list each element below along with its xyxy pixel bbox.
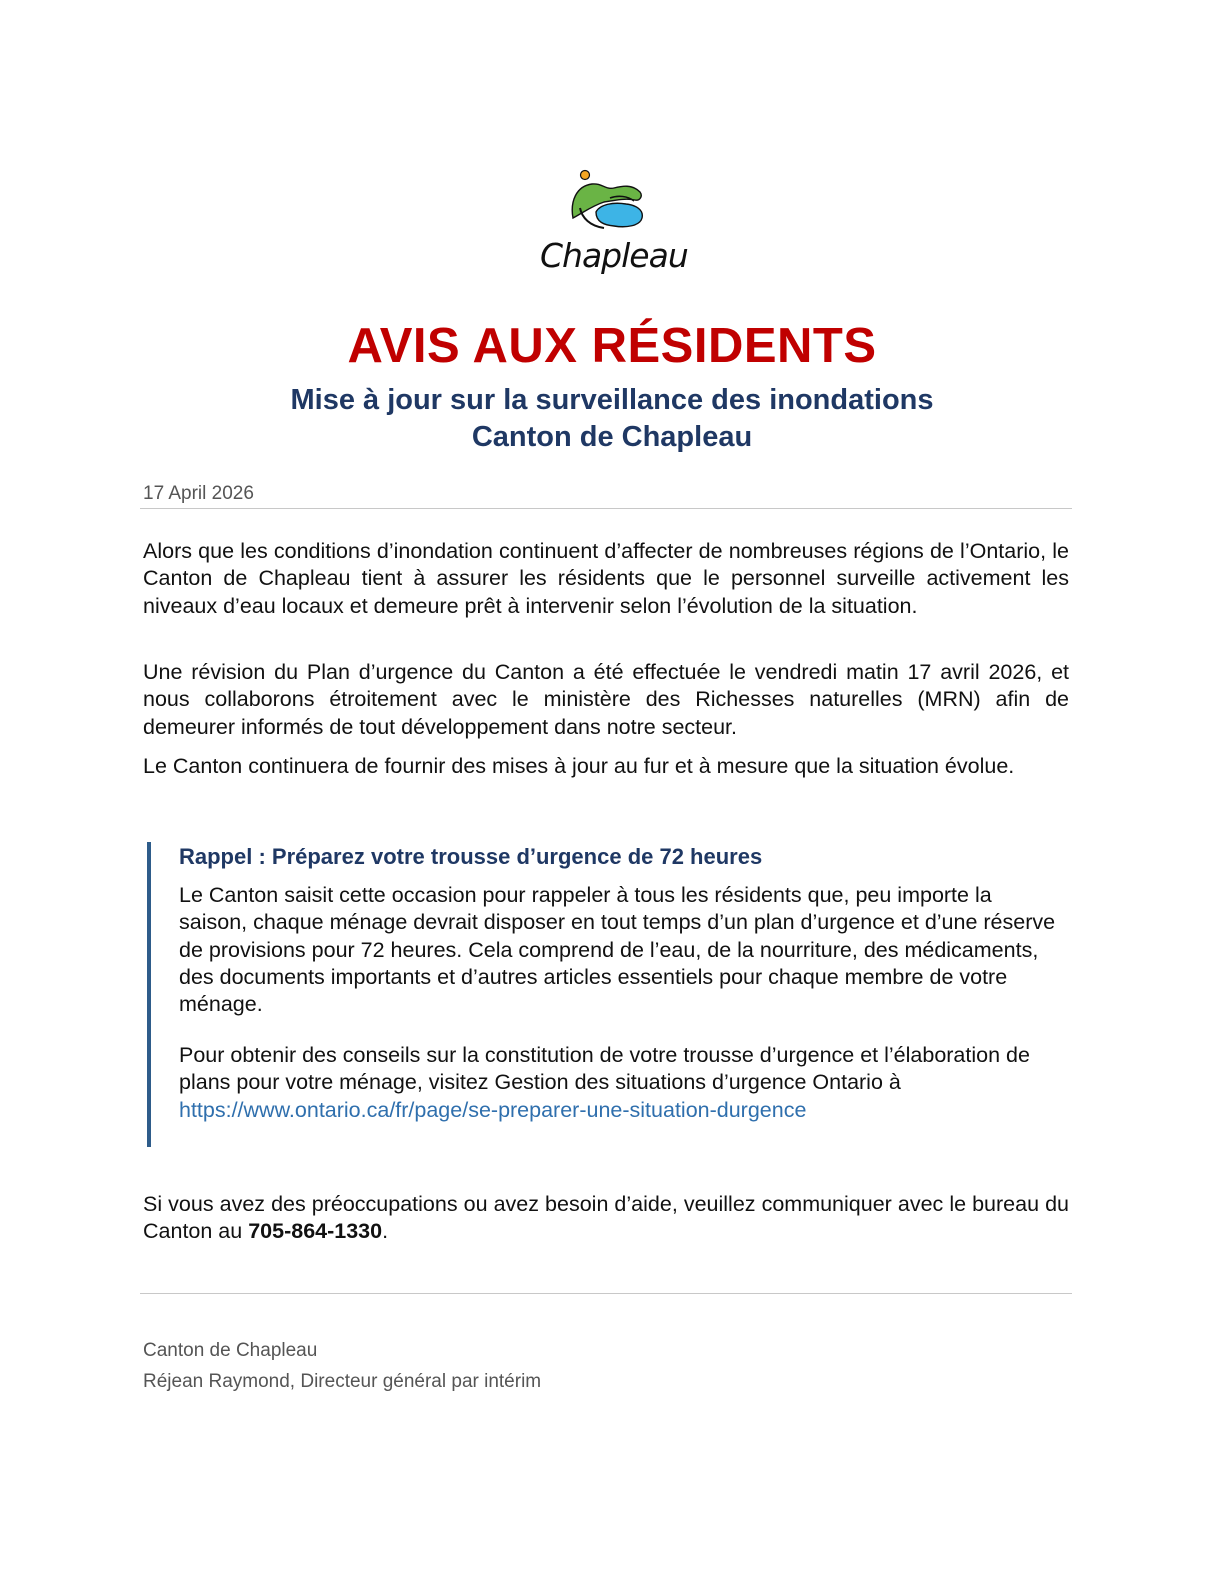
emergency-prep-link[interactable]: https://www.ontario.ca/fr/page/se-preparer-une-situation-durgence [179, 1097, 807, 1122]
callout-heading: Rappel : Préparez votre trousse d’urgence de 72 heures [179, 844, 763, 869]
signature-name: Réjean Raymond, Directeur général par intérim [143, 1371, 542, 1392]
signature-org: Canton de Chapleau [143, 1340, 318, 1361]
callout-paragraph-2 [179, 1042, 1059, 1124]
page-title: AVIS AUX RÉSIDENTS [347, 319, 877, 373]
subtitle-line-2: Canton de Chapleau [471, 421, 753, 453]
logo-wordmark: Chapleau [540, 236, 688, 275]
callout-paragraph-2-text: Pour obtenir des conseils sur la constitution de votre trousse d’urgence et l’élaboration de plans pour votre ménage, visitez Gestion des situations d’urgence Ontario à [179, 1043, 1030, 1095]
reminder-callout [147, 842, 1071, 1147]
subtitle-line-1: Mise à jour sur la surveillance des inondations [290, 384, 934, 416]
notice-date: 17 April 2026 [143, 483, 254, 504]
divider-top [140, 508, 1072, 509]
chapleau-logo-icon [540, 168, 680, 238]
divider-bottom [140, 1293, 1072, 1294]
paragraph-2: Une révision du Plan d’urgence du Canton a été effectuée le vendredi matin 17 avril 2026, et nous collaborons étroitement avec le ministère des Richesses naturelles (MRN) afin de demeurer informés de tout développement dans notre secteur. [143, 660, 1069, 739]
page-subtitle [0, 382, 1224, 456]
contact-text: Si vous avez des préoccupations ou avez besoin d’aide, veuillez communiquer avec le bureau du Canton au [143, 1192, 1069, 1244]
callout-paragraph-1: Le Canton saisit cette occasion pour rappeler à tous les résidents que, peu importe la saison, chaque ménage devrait disposer en tout temps d’un plan d’urgence et d’une réserve de provisions pour 72 heures. Cela comprend de l’eau, de la nourriture, des médicaments, des documents importants et d’autres articles essentiels pour chaque membre de votre ménage. [179, 883, 1056, 1017]
contact-paragraph [143, 1191, 1069, 1246]
paragraph-3: Le Canton continuera de fournir des mises à jour au fur et à mesure que la situation évolue. [143, 754, 1015, 778]
chapleau-logo [540, 168, 688, 293]
contact-phone: 705-864-1330 [248, 1219, 383, 1244]
contact-end: . [382, 1219, 389, 1244]
paragraph-1: Alors que les conditions d’inondation continuent d’affecter de nombreuses régions de l’Ontario, le Canton de Chapleau tient à assurer les résidents que le personnel surveille activement les niveaux d’eau locaux et demeure prêt à intervenir selon l’évolution de la situation. [143, 539, 1069, 618]
